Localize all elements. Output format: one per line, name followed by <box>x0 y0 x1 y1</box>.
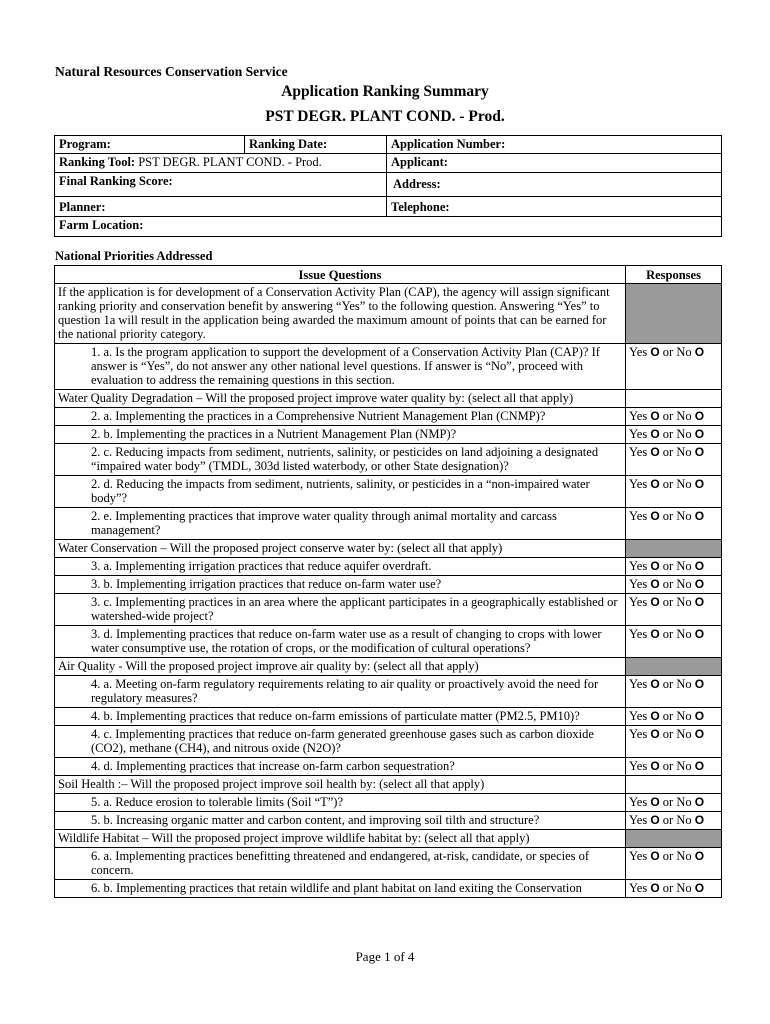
question-2a: 2. a. Implementing the practices in a Comprehensive Nutrient Management Plan (CNMP)? <box>55 408 626 426</box>
yes-option-circle[interactable]: O <box>650 795 660 809</box>
response-6b[interactable] <box>626 880 722 898</box>
yes-label: Yes <box>629 709 651 723</box>
no-option-circle[interactable]: O <box>694 577 705 591</box>
or-no-label: or No <box>659 445 695 459</box>
application-number-field[interactable]: Application Number: <box>387 136 722 154</box>
category-soil-health: Soil Health :– Will the proposed project improve soil health by: (select all that apply) <box>55 776 626 794</box>
or-no-label: or No <box>659 795 695 809</box>
yes-label: Yes <box>629 727 651 741</box>
question-5b: 5. b. Increasing organic matter and carbon content, and improving soil tilth and structure? <box>55 812 626 830</box>
no-option-circle[interactable]: O <box>694 345 705 359</box>
yes-option-circle[interactable]: O <box>650 727 660 741</box>
question-3b: 3. b. Implementing irrigation practices that reduce on-farm water use? <box>55 576 626 594</box>
ranking-date-field[interactable]: Ranking Date: <box>245 136 387 154</box>
final-ranking-score-field[interactable]: Final Ranking Score: <box>55 173 387 197</box>
category-water-quality: Water Quality Degradation – Will the proposed project improve water quality by: (select all that apply) <box>55 390 626 408</box>
or-no-label: or No <box>659 881 695 895</box>
yes-option-circle[interactable]: O <box>650 595 660 609</box>
yes-option-circle[interactable]: O <box>650 677 660 691</box>
yes-label: Yes <box>629 677 651 691</box>
or-no-label: or No <box>659 559 695 573</box>
yes-option-circle[interactable]: O <box>650 345 660 359</box>
section-title: National Priorities Addressed <box>55 249 213 263</box>
no-option-circle[interactable]: O <box>694 759 705 773</box>
question-2b: 2. b. Implementing the practices in a Nutrient Management Plan (NMP)? <box>55 426 626 444</box>
question-3a: 3. a. Implementing irrigation practices that reduce aquifer overdraft. <box>55 558 626 576</box>
page-title: Application Ranking Summary <box>281 83 489 100</box>
issue-questions-table <box>54 265 722 898</box>
yes-option-circle[interactable]: O <box>650 709 660 723</box>
response-1a[interactable] <box>626 344 722 390</box>
yes-label: Yes <box>629 509 651 523</box>
yes-option-circle[interactable]: O <box>650 427 660 441</box>
or-no-label: or No <box>659 709 695 723</box>
yes-option-circle[interactable]: O <box>650 509 660 523</box>
or-no-label: or No <box>659 427 695 441</box>
category-air-quality: Air Quality - Will the proposed project improve air quality by: (select all that apply) <box>55 658 626 676</box>
col-header-responses: Responses <box>626 266 722 284</box>
yes-option-circle[interactable]: O <box>650 759 660 773</box>
yes-option-circle[interactable]: O <box>650 577 660 591</box>
or-no-label: or No <box>659 477 695 491</box>
yes-label: Yes <box>629 445 651 459</box>
response-5a[interactable] <box>626 794 722 812</box>
or-no-label: or No <box>659 577 695 591</box>
response-6a[interactable] <box>626 848 722 880</box>
no-option-circle[interactable]: O <box>694 427 705 441</box>
response-2c[interactable] <box>626 444 722 476</box>
address-field[interactable]: Address: <box>387 173 722 197</box>
yes-label: Yes <box>629 477 651 491</box>
agency-name: Natural Resources Conservation Service <box>55 64 288 79</box>
or-no-label: or No <box>659 509 695 523</box>
yes-label: Yes <box>629 795 651 809</box>
no-option-circle[interactable]: O <box>694 677 705 691</box>
col-header-questions: Issue Questions <box>55 266 626 284</box>
question-5a: 5. a. Reduce erosion to tolerable limits (Soil “T”)? <box>55 794 626 812</box>
yes-option-circle[interactable]: O <box>650 849 660 863</box>
question-2c: 2. c. Reducing impacts from sediment, nutrients, salinity, or pesticides on land adjoining a designated “impaired water body” (TMDL, 303d listed waterbody, or other State designation)? <box>55 444 626 476</box>
category-water-conservation: Water Conservation – Will the proposed project conserve water by: (select all that apply) <box>55 540 626 558</box>
response-3b[interactable] <box>626 576 722 594</box>
yes-label: Yes <box>629 409 651 423</box>
or-no-label: or No <box>659 627 695 641</box>
question-6a: 6. a. Implementing practices benefitting threatened and endangered, at-risk, candidate, or species of concern. <box>55 848 626 880</box>
category-wildlife-habitat: Wildlife Habitat – Will the proposed project improve wildlife habitat by: (select all that apply) <box>55 830 626 848</box>
no-option-circle[interactable]: O <box>694 709 705 723</box>
no-option-circle[interactable]: O <box>694 445 705 459</box>
no-option-circle[interactable]: O <box>694 477 705 491</box>
ranking-tool-field: Ranking Tool: PST DEGR. PLANT COND. - Prod. <box>55 154 387 173</box>
yes-label: Yes <box>629 881 651 895</box>
yes-label: Yes <box>629 813 651 827</box>
response-3a[interactable] <box>626 558 722 576</box>
question-3d: 3. d. Implementing practices that reduce on-farm water use as a result of changing to crops with lower water consumptive use, the rotation of crops, or the modification of cultural operations? <box>55 626 626 658</box>
page-number: Page 1 of 4 <box>355 949 415 964</box>
response-5b[interactable] <box>626 812 722 830</box>
no-option-circle[interactable]: O <box>694 409 705 423</box>
no-option-circle[interactable]: O <box>694 849 705 863</box>
question-1a: 1. a. Is the program application to support the development of a Conservation Activity Plan (CAP)? If answer is “Yes”, do not answer any other national level questions. If answer is “No”, proceed with evaluation to address the remaining questions in this section. <box>55 344 626 390</box>
or-no-label: or No <box>659 759 695 773</box>
application-info-table <box>54 135 722 237</box>
question-4c: 4. c. Implementing practices that reduce on-farm generated greenhouse gases such as carbon dioxide (CO2), methane (CH4), and nitrous oxide (N2O)? <box>55 726 626 758</box>
no-option-circle[interactable]: O <box>694 813 705 827</box>
no-option-circle[interactable]: O <box>694 595 705 609</box>
no-option-circle[interactable]: O <box>694 795 705 809</box>
yes-option-circle[interactable]: O <box>650 627 660 641</box>
or-no-label: or No <box>659 849 695 863</box>
or-no-label: or No <box>659 409 695 423</box>
yes-label: Yes <box>629 759 651 773</box>
or-no-label: or No <box>659 345 695 359</box>
response-2a[interactable] <box>626 408 722 426</box>
question-4d: 4. d. Implementing practices that increase on-farm carbon sequestration? <box>55 758 626 776</box>
no-option-circle[interactable]: O <box>694 627 705 641</box>
yes-option-circle[interactable]: O <box>650 445 660 459</box>
yes-label: Yes <box>629 559 651 573</box>
yes-option-circle[interactable]: O <box>650 881 660 895</box>
yes-label: Yes <box>629 577 651 591</box>
or-no-label: or No <box>659 727 695 741</box>
yes-option-circle[interactable]: O <box>650 559 660 573</box>
yes-label: Yes <box>629 427 651 441</box>
question-2e: 2. e. Implementing practices that improve water quality through animal mortality and carcass management? <box>55 508 626 540</box>
page-subtitle: PST DEGR. PLANT COND. - Prod. <box>265 108 505 125</box>
telephone-field[interactable]: Telephone: <box>387 197 722 217</box>
response-3c[interactable] <box>626 594 722 626</box>
response-2b[interactable] <box>626 426 722 444</box>
response-4c[interactable] <box>626 726 722 758</box>
or-no-label: or No <box>659 813 695 827</box>
no-option-circle[interactable]: O <box>694 509 705 523</box>
or-no-label: or No <box>659 677 695 691</box>
response-4d[interactable] <box>626 758 722 776</box>
program-field[interactable]: Program: <box>55 136 245 154</box>
question-6b: 6. b. Implementing practices that retain wildlife and plant habitat on land exiting the Conservation <box>55 880 626 898</box>
no-option-circle[interactable]: O <box>694 881 705 895</box>
response-3d[interactable] <box>626 626 722 658</box>
yes-option-circle[interactable]: O <box>650 477 660 491</box>
no-option-circle[interactable]: O <box>694 727 705 741</box>
yes-label: Yes <box>629 345 651 359</box>
response-4b[interactable] <box>626 708 722 726</box>
intro-text: If the application is for development of a Conservation Activity Plan (CAP), the agency will assign significant ranking priority and conservation benefit by answering “Yes” to the following question. Answering “Yes” to question 1a will result in the application being awarded the maximum amount of points that can be earned for the national priority category. <box>55 284 626 344</box>
response-2e[interactable] <box>626 508 722 540</box>
farm-location-field[interactable]: Farm Location: <box>55 217 722 237</box>
applicant-field[interactable]: Applicant: <box>387 154 722 173</box>
yes-option-circle[interactable]: O <box>650 409 660 423</box>
yes-label: Yes <box>629 595 651 609</box>
question-2d: 2. d. Reducing the impacts from sediment, nutrients, salinity, or pesticides in a “non-impaired water body”? <box>55 476 626 508</box>
yes-label: Yes <box>629 849 651 863</box>
question-4a: 4. a. Meeting on-farm regulatory requirements relating to air quality or proactively avoid the need for regulatory measures? <box>55 676 626 708</box>
response-4a[interactable] <box>626 676 722 708</box>
or-no-label: or No <box>659 595 695 609</box>
question-4b: 4. b. Implementing practices that reduce on-farm emissions of particulate matter (PM2.5, PM10)? <box>55 708 626 726</box>
yes-option-circle[interactable]: O <box>650 813 660 827</box>
no-option-circle[interactable]: O <box>694 559 705 573</box>
yes-label: Yes <box>629 627 651 641</box>
question-3c: 3. c. Implementing practices in an area where the applicant participates in a geographically established or watershed-wide project? <box>55 594 626 626</box>
response-2d[interactable] <box>626 476 722 508</box>
planner-field[interactable]: Planner: <box>55 197 387 217</box>
